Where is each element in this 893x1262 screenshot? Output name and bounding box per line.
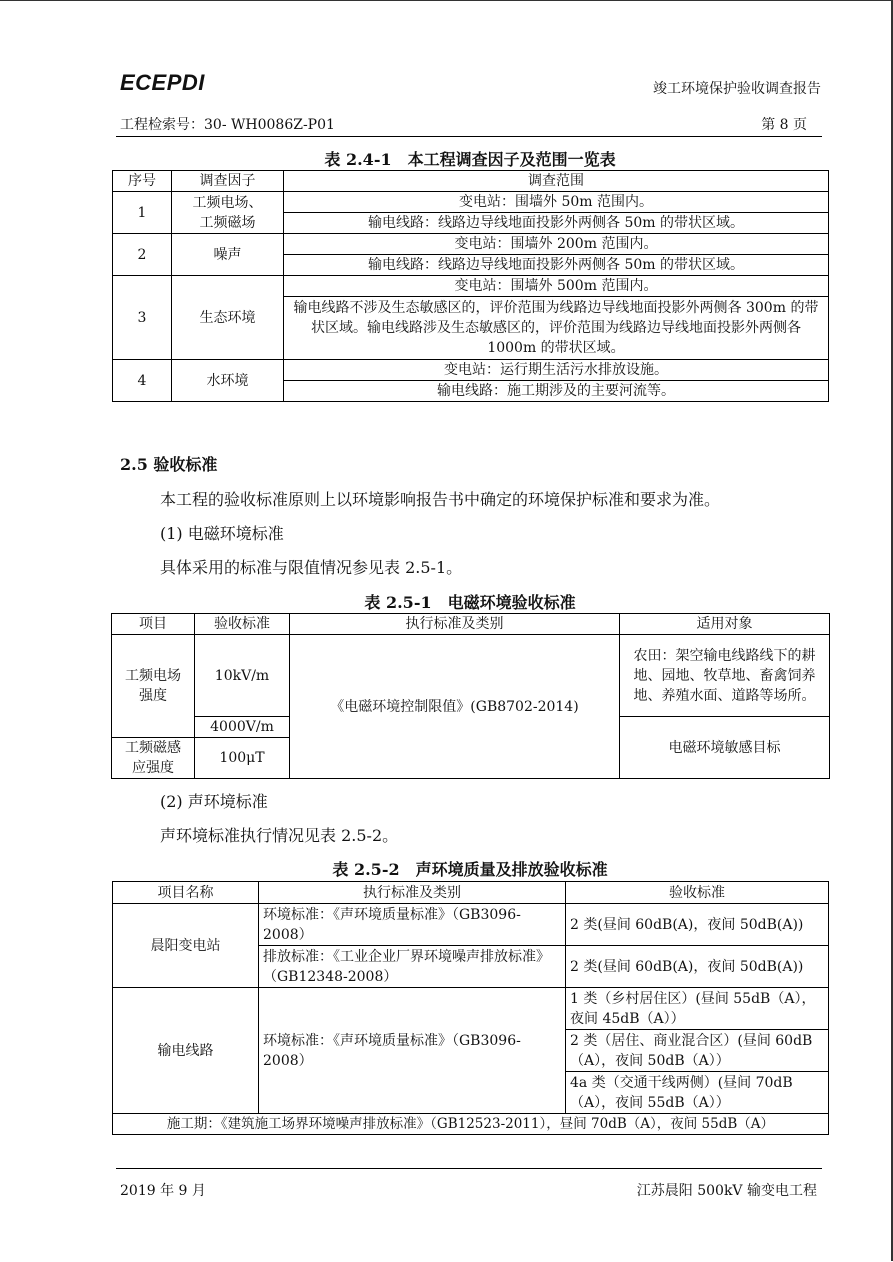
row-factor: 水环境 <box>172 360 284 402</box>
applicable-object: 农田：架空输电线路线下的耕地、园地、牧草地、畜禽饲养地、养殖水面、道路等场所。 <box>620 635 830 717</box>
row-range: 输电线路不涉及生态敏感区的，评价范围为线路边导线地面投影外两侧各 300m 的带状区域。输电线路涉及生态敏感区的，评价范围为线路边导线地面投影外两侧各 1000m 的带状区域。 <box>284 297 829 360</box>
row-range: 变电站：围墙外 200m 范围内。 <box>284 234 829 255</box>
survey-factor-table <box>112 170 829 402</box>
row-range: 变电站：运行期生活污水排放设施。 <box>284 360 829 381</box>
noise-standard-table <box>112 881 829 1135</box>
acceptance-cell: 1 类（乡村居住区）(昼间 55dB（A），夜间 45dB（A）） <box>566 988 829 1030</box>
project-line: 输电线路 <box>113 988 259 1114</box>
item-electric-field: 工频电场 强度 <box>112 635 195 738</box>
row-no: 2 <box>113 234 172 276</box>
col-header-range: 调查范围 <box>284 171 829 192</box>
limit-value: 100μT <box>195 738 290 779</box>
col-header-factor: 调查因子 <box>172 171 284 192</box>
row-range: 变电站：围墙外 500m 范围内。 <box>284 276 829 297</box>
page-number: 第 8 页 <box>761 117 807 133</box>
col-header-no: 序号 <box>113 171 172 192</box>
row-range: 输电线路：线路边导线地面投影外两侧各 50m 的带状区域。 <box>284 213 829 234</box>
col-header-project: 项目名称 <box>113 882 259 904</box>
document-number: 工程检索号：30- WH0086Z-P01 <box>120 117 335 133</box>
col-header-limit: 验收标准 <box>195 614 290 635</box>
applicable-object: 电磁环境敏感目标 <box>620 717 830 779</box>
col-header-acceptance: 验收标准 <box>566 882 829 904</box>
col-header-object: 适用对象 <box>620 614 830 635</box>
row-no: 3 <box>113 276 172 360</box>
col-header-standard: 执行标准及类别 <box>259 882 566 904</box>
row-range: 输电线路：施工期涉及的主要河流等。 <box>284 381 829 402</box>
subsection-em-text: 具体采用的标准与限值情况参见表 2.5-1。 <box>160 558 463 577</box>
subsection-noise-text: 声环境标准执行情况见表 2.5-2。 <box>160 826 399 845</box>
row-factor: 工频电场、 工频磁场 <box>172 192 284 234</box>
company-logo: ECEPDI <box>120 70 205 95</box>
footer-date: 2019 年 9 月 <box>120 1183 206 1199</box>
subsection-noise-heading: (2) 声环境标准 <box>160 792 268 811</box>
row-no: 1 <box>113 192 172 234</box>
table-2-4-1-caption: 表 2.4-1 本工程调查因子及范围一览表 <box>324 150 616 169</box>
construction-period-row: 施工期：《建筑施工场界环境噪声排放标准》（GB12523-2011），昼间 70dB（A），夜间 55dB（A） <box>113 1114 829 1135</box>
header-rule <box>116 136 822 137</box>
acceptance-cell: 2 类（居住、商业混合区）(昼间 60dB（A），夜间 50dB（A）） <box>566 1030 829 1072</box>
table-2-5-2-caption: 表 2.5-2 声环境质量及排放验收标准 <box>332 860 608 879</box>
standard-cell: 排放标准：《工业企业厂界环境噪声排放标准》（GB12348-2008） <box>259 946 566 988</box>
footer-rule <box>116 1168 822 1169</box>
table-2-5-1-caption: 表 2.5-1 电磁环境验收标准 <box>364 593 576 612</box>
project-substation: 晨阳变电站 <box>113 904 259 988</box>
standard-cell: 环境标准：《声环境质量标准》（GB3096-2008） <box>259 988 566 1114</box>
section-intro: 本工程的验收标准原则上以环境影响报告书中确定的环境保护标准和要求为准。 <box>160 490 721 509</box>
row-factor: 噪声 <box>172 234 284 276</box>
subsection-em-heading: (1) 电磁环境标准 <box>160 524 284 543</box>
section-heading: 2.5 验收标准 <box>120 455 218 474</box>
row-factor: 生态环境 <box>172 276 284 360</box>
item-magnetic-field: 工频磁感 应强度 <box>112 738 195 779</box>
acceptance-cell: 2 类(昼间 60dB(A)，夜间 50dB(A)) <box>566 904 829 946</box>
acceptance-cell: 2 类(昼间 60dB(A)，夜间 50dB(A)) <box>566 946 829 988</box>
col-header-standard: 执行标准及类别 <box>290 614 620 635</box>
em-standard-table <box>111 613 830 779</box>
standard-name: 《电磁环境控制限值》(GB8702-2014) <box>290 635 620 779</box>
limit-value: 10kV/m <box>195 635 290 717</box>
limit-value: 4000V/m <box>195 717 290 738</box>
footer-project: 江苏晨阳 500kV 输变电工程 <box>636 1183 817 1199</box>
col-header-item: 项目 <box>112 614 195 635</box>
standard-cell: 环境标准：《声环境质量标准》（GB3096-2008） <box>259 904 566 946</box>
report-title: 竣工环境保护验收调查报告 <box>653 81 821 97</box>
row-no: 4 <box>113 360 172 402</box>
row-range: 输电线路：线路边导线地面投影外两侧各 50m 的带状区域。 <box>284 255 829 276</box>
acceptance-cell: 4a 类（交通干线两侧）(昼间 70dB（A），夜间 55dB（A）） <box>566 1072 829 1114</box>
row-range: 变电站：围墙外 50m 范围内。 <box>284 192 829 213</box>
